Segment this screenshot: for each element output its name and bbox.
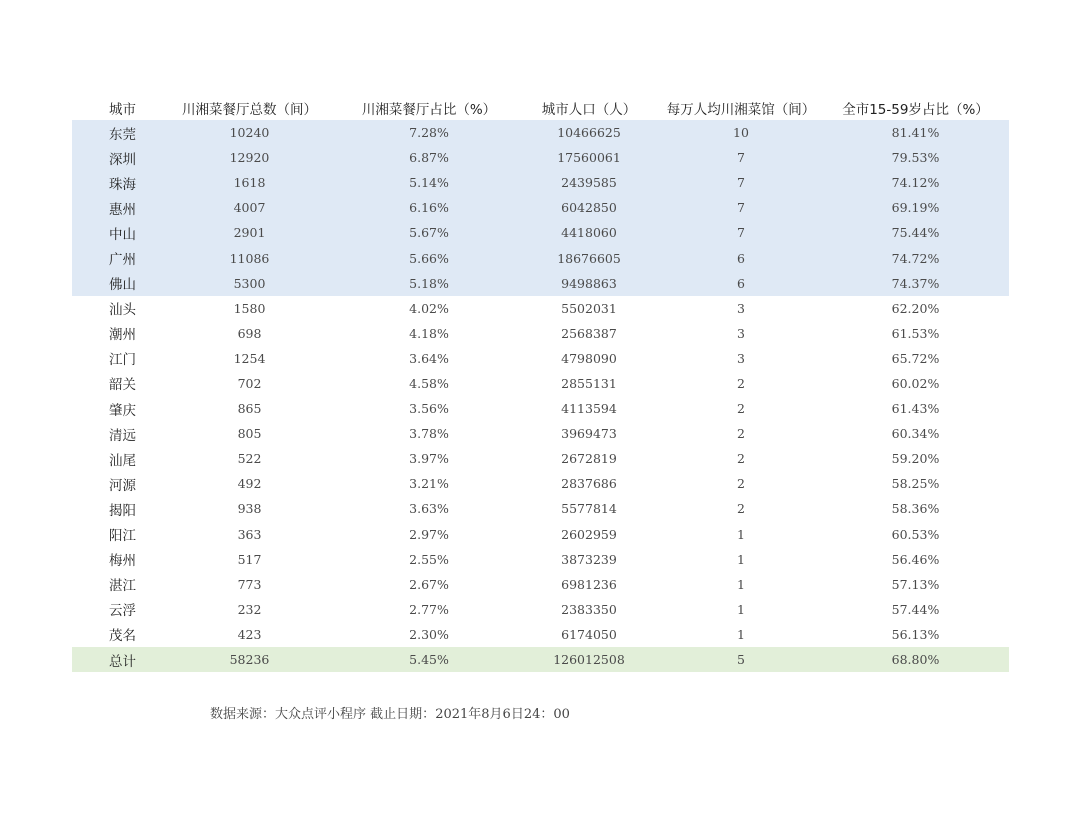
- cell-population: 2837686: [561, 476, 617, 492]
- cell-population: 18676605: [518, 245, 660, 270]
- cell-age-share: 60.53%: [891, 526, 940, 542]
- cell-age-share: 81.41%: [822, 120, 1009, 145]
- cell-restaurant-count: 702: [237, 375, 262, 391]
- cell-restaurant-count: 2901: [159, 220, 340, 245]
- cell-restaurant-share: 3.56%: [409, 401, 449, 417]
- cell-population: 4798090: [561, 350, 617, 366]
- cell-city: 韶关: [109, 377, 136, 394]
- cell-restaurant-share: 3.97%: [409, 451, 449, 467]
- cell-city: 肇庆: [109, 402, 136, 419]
- cell-population: 4113594: [561, 401, 617, 417]
- cell-population: 2855131: [561, 375, 617, 391]
- cell-city: 阳江: [109, 528, 136, 545]
- header-restaurant-count: 川湘菜餐厅总数（间）: [182, 101, 317, 118]
- cell-population: 3873239: [561, 551, 617, 567]
- document-body: [72, 95, 1009, 672]
- cutoff-label: 截止日期：: [370, 707, 436, 722]
- cell-city: 清远: [109, 427, 136, 444]
- cell-age-share: 65.72%: [891, 350, 940, 366]
- cell-per-10k: 1: [737, 551, 745, 567]
- table-row: [72, 321, 1009, 346]
- cell-age-share: 57.13%: [891, 576, 940, 592]
- cell-city: 湛江: [109, 578, 136, 595]
- cell-age-share: 58.25%: [891, 476, 940, 492]
- cell-age-share: 74.37%: [822, 271, 1009, 296]
- cell-age-share: 61.43%: [891, 401, 940, 417]
- cell-restaurant-share: 6.16%: [340, 195, 518, 220]
- cell-age-share: 75.44%: [822, 220, 1009, 245]
- table-row: [72, 597, 1009, 622]
- cell-per-10k: 2: [737, 501, 745, 517]
- header-age-share: 全市15-59岁占比（%）: [842, 101, 989, 118]
- cell-city: 惠州: [72, 195, 159, 220]
- cell-city: 云浮: [109, 603, 136, 620]
- cell-per-10k: 5: [660, 647, 822, 672]
- cell-restaurant-share: 5.14%: [340, 170, 518, 195]
- cell-restaurant-share: 4.18%: [409, 325, 449, 341]
- cell-restaurant-count: 773: [237, 576, 262, 592]
- cell-per-10k: 3: [737, 300, 745, 316]
- cell-restaurant-count: 1580: [233, 300, 266, 316]
- cell-city: 揭阳: [109, 502, 136, 519]
- table-row: [72, 245, 1009, 270]
- cell-restaurant-count: 5300: [159, 271, 340, 296]
- cell-age-share: 74.72%: [822, 245, 1009, 270]
- cell-per-10k: 1: [737, 576, 745, 592]
- cell-city: 总计: [72, 647, 159, 672]
- cell-population: 6042850: [518, 195, 660, 220]
- cell-population: 5577814: [561, 501, 617, 517]
- table-row: [72, 271, 1009, 296]
- header-restaurant-share: 川湘菜餐厅占比（%）: [361, 101, 497, 118]
- cell-per-10k: 1: [737, 526, 745, 542]
- table-row: [72, 522, 1009, 547]
- cell-restaurant-share: 2.67%: [409, 576, 449, 592]
- cell-per-10k: 7: [660, 195, 822, 220]
- cell-per-10k: 1: [737, 626, 745, 642]
- cell-restaurant-count: 865: [237, 401, 262, 417]
- cell-per-10k: 2: [737, 375, 745, 391]
- cell-restaurant-share: 3.64%: [409, 350, 449, 366]
- cell-city: 深圳: [72, 145, 159, 170]
- cell-per-10k: 2: [737, 451, 745, 467]
- cell-city: 江门: [109, 352, 136, 369]
- cell-age-share: 69.19%: [822, 195, 1009, 220]
- cell-per-10k: 7: [660, 220, 822, 245]
- cell-population: 2383350: [561, 601, 617, 617]
- source-value: 大众点评小程序: [275, 707, 367, 722]
- cell-restaurant-count: 363: [237, 526, 262, 542]
- cell-per-10k: 6: [660, 271, 822, 296]
- cell-restaurant-count: 11086: [159, 245, 340, 270]
- cell-city: 梅州: [109, 553, 136, 570]
- table-row: [72, 296, 1009, 321]
- cell-city: 中山: [72, 220, 159, 245]
- cell-restaurant-count: 1618: [159, 170, 340, 195]
- cell-restaurant-share: 2.30%: [409, 626, 449, 642]
- cell-per-10k: 6: [660, 245, 822, 270]
- cell-population: 5502031: [561, 300, 617, 316]
- table-header: [72, 95, 1009, 120]
- header-city: 城市: [109, 101, 136, 118]
- cell-population: 6174050: [561, 626, 617, 642]
- cell-population: 9498863: [518, 271, 660, 296]
- cell-age-share: 56.13%: [891, 626, 940, 642]
- cell-per-10k: 7: [660, 170, 822, 195]
- table-row: [72, 371, 1009, 396]
- table-row: [72, 496, 1009, 521]
- cell-population: 2439585: [518, 170, 660, 195]
- cell-restaurant-share: 2.55%: [409, 551, 449, 567]
- cell-city: 珠海: [72, 170, 159, 195]
- cell-restaurant-share: 6.87%: [340, 145, 518, 170]
- cell-per-10k: 7: [660, 145, 822, 170]
- cell-city: 汕头: [109, 302, 136, 319]
- cell-per-10k: 2: [737, 401, 745, 417]
- cell-per-10k: 3: [737, 350, 745, 366]
- table-body: [72, 120, 1009, 672]
- table-row: [72, 120, 1009, 145]
- cell-city: 茂名: [109, 628, 136, 645]
- table-row: [72, 346, 1009, 371]
- cell-age-share: 60.02%: [891, 375, 940, 391]
- cell-population: 126012508: [518, 647, 660, 672]
- header-population: 城市人口（人）: [541, 101, 637, 118]
- cell-restaurant-share: 4.02%: [409, 300, 449, 316]
- cell-city: 汕尾: [109, 452, 136, 469]
- cell-restaurant-share: 3.78%: [409, 426, 449, 442]
- cell-restaurant-count: 10240: [159, 120, 340, 145]
- table-row: [72, 220, 1009, 245]
- cell-city: 潮州: [109, 327, 136, 344]
- cell-restaurant-share: 5.45%: [340, 647, 518, 672]
- cell-restaurant-count: 4007: [159, 195, 340, 220]
- cell-restaurant-count: 232: [237, 601, 262, 617]
- cell-city: 东莞: [72, 120, 159, 145]
- cell-age-share: 60.34%: [891, 426, 940, 442]
- table-row: [72, 446, 1009, 471]
- cell-age-share: 79.53%: [822, 145, 1009, 170]
- cell-restaurant-count: 522: [237, 451, 262, 467]
- cell-population: 17560061: [518, 145, 660, 170]
- cell-restaurant-share: 2.97%: [409, 526, 449, 542]
- cutoff-value: 2021年8月6日24：00: [435, 707, 570, 722]
- header-row: [72, 95, 1009, 120]
- cell-per-10k: 2: [737, 426, 745, 442]
- cell-age-share: 58.36%: [891, 501, 940, 517]
- cell-population: 10466625: [518, 120, 660, 145]
- cell-restaurant-count: 938: [237, 501, 262, 517]
- table-row: [72, 572, 1009, 597]
- cell-restaurant-share: 4.58%: [409, 375, 449, 391]
- cell-age-share: 56.46%: [891, 551, 940, 567]
- cell-per-10k: 1: [737, 601, 745, 617]
- cell-restaurant-share: 7.28%: [340, 120, 518, 145]
- cell-restaurant-share: 2.77%: [409, 601, 449, 617]
- cell-population: 6981236: [561, 576, 617, 592]
- cell-per-10k: 2: [737, 476, 745, 492]
- cell-restaurant-count: 1254: [233, 350, 266, 366]
- data-source-note: [210, 703, 570, 722]
- cell-restaurant-count: 423: [237, 626, 262, 642]
- table-row: [72, 195, 1009, 220]
- cell-age-share: 61.53%: [891, 325, 940, 341]
- cell-restaurant-count: 58236: [159, 647, 340, 672]
- cell-restaurant-count: 492: [237, 476, 262, 492]
- table-row: [72, 145, 1009, 170]
- cell-per-10k: 3: [737, 325, 745, 341]
- header-per-10k: 每万人均川湘菜馆（间）: [666, 101, 816, 118]
- table-row: [72, 547, 1009, 572]
- cell-restaurant-share: 3.21%: [409, 476, 449, 492]
- cell-age-share: 74.12%: [822, 170, 1009, 195]
- cell-restaurant-share: 5.66%: [340, 245, 518, 270]
- cell-city: 佛山: [72, 271, 159, 296]
- cell-per-10k: 10: [660, 120, 822, 145]
- cell-population: 3969473: [561, 426, 617, 442]
- table-row: [72, 622, 1009, 647]
- cell-restaurant-count: 517: [237, 551, 262, 567]
- cell-age-share: 59.20%: [891, 451, 940, 467]
- cell-restaurant-count: 12920: [159, 145, 340, 170]
- cell-age-share: 57.44%: [891, 601, 940, 617]
- cell-population: 2568387: [561, 325, 617, 341]
- table-row: [72, 170, 1009, 195]
- cell-population: 2672819: [561, 451, 617, 467]
- cell-restaurant-count: 698: [237, 325, 262, 341]
- cell-restaurant-count: 805: [237, 426, 262, 442]
- cell-restaurant-share: 5.18%: [340, 271, 518, 296]
- total-row: [72, 647, 1009, 672]
- cell-population: 2602959: [561, 526, 617, 542]
- cell-population: 4418060: [518, 220, 660, 245]
- cell-restaurant-share: 3.63%: [409, 501, 449, 517]
- table-row: [72, 471, 1009, 496]
- cell-restaurant-share: 5.67%: [340, 220, 518, 245]
- cell-age-share: 68.80%: [822, 647, 1009, 672]
- cell-age-share: 62.20%: [891, 300, 940, 316]
- table-row: [72, 421, 1009, 446]
- table-row: [72, 396, 1009, 421]
- cell-city: 广州: [72, 245, 159, 270]
- restaurant-stats-table: [72, 95, 1009, 672]
- cell-city: 河源: [109, 477, 136, 494]
- source-label: 数据来源：: [210, 707, 276, 722]
